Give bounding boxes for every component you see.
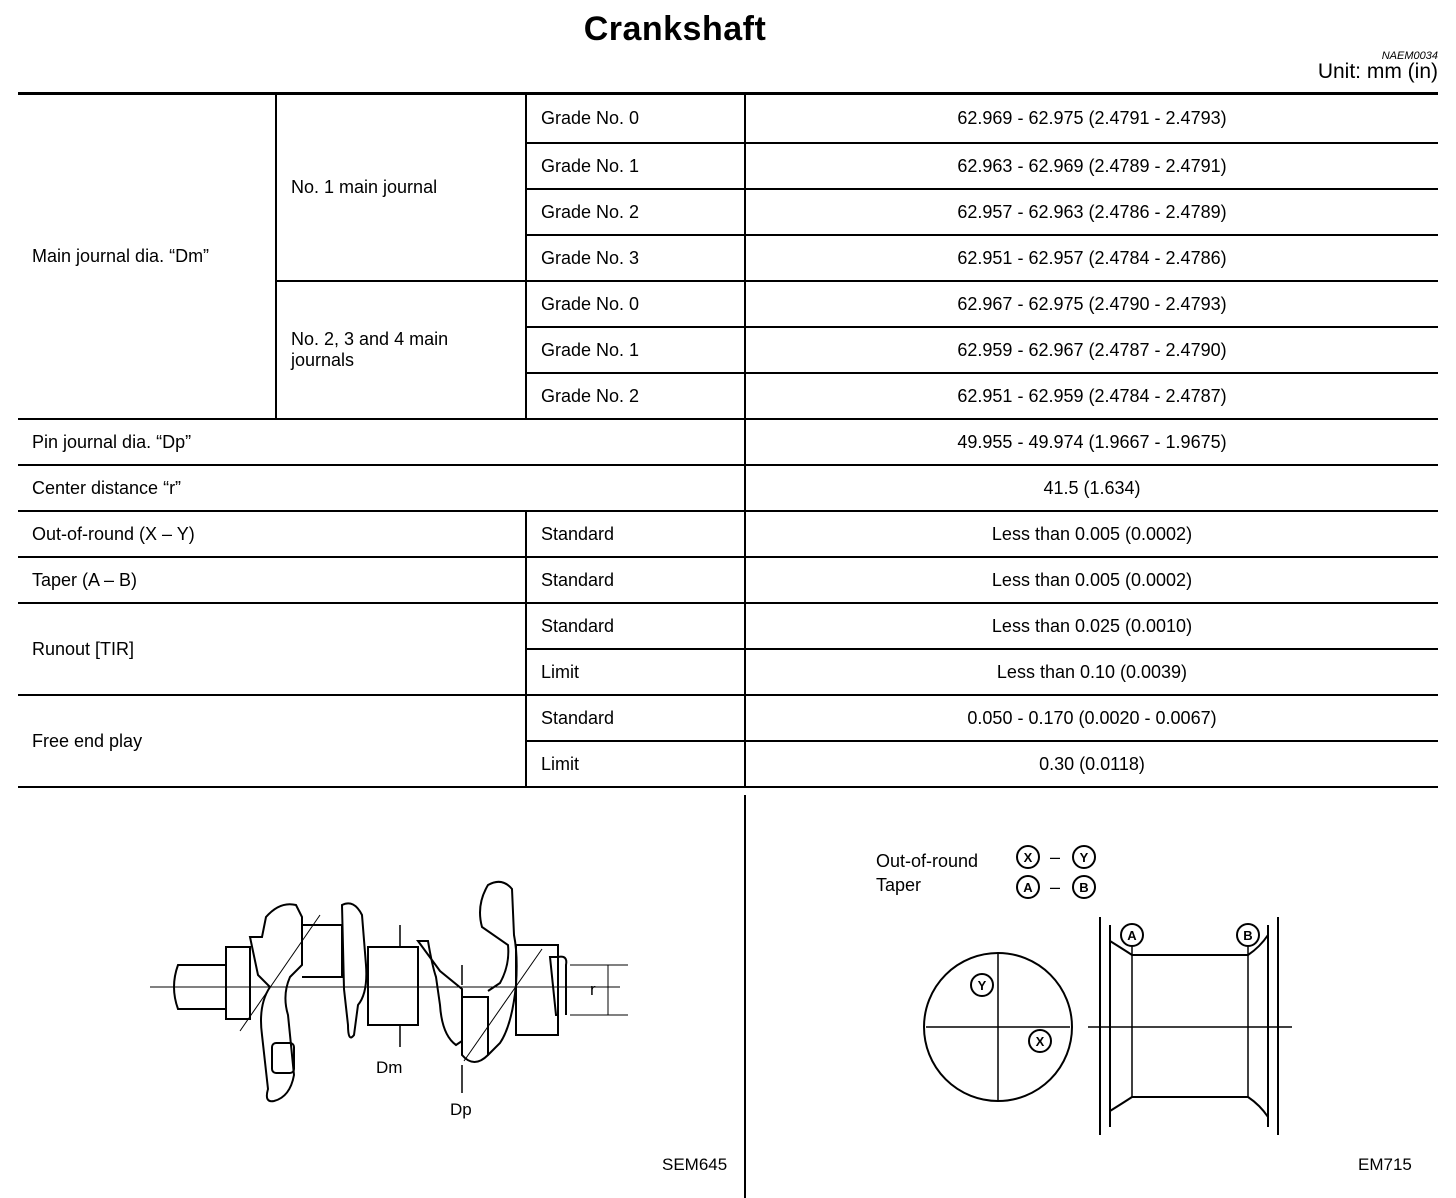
pin-journal-value: 49.955 - 49.974 (1.9667 - 1.9675) [745,419,1438,465]
dm-label: Dm [376,1058,403,1077]
table-row [18,419,1438,465]
taper-label: Taper (A – B) [18,557,526,603]
out-of-round-sub: Standard [526,511,745,557]
taper-value: Less than 0.005 (0.0002) [745,557,1438,603]
end-play-standard-value: 0.050 - 0.170 (0.0020 - 0.0067) [745,695,1438,741]
out-of-round-label: Out-of-round (X – Y) [18,511,526,557]
grade-value: 62.951 - 62.957 (2.4784 - 2.4786) [745,235,1438,281]
grade-value: 62.963 - 62.969 (2.4789 - 2.4791) [745,143,1438,189]
end-play-limit-value: 0.30 (0.0118) [745,741,1438,787]
table-row [18,95,1438,143]
taper-text: Taper [876,875,922,895]
end-play-standard-sub: Standard [526,695,745,741]
no234-main-journals-label: No. 2, 3 and 4 main journals [276,281,526,419]
grade-label: Grade No. 3 [526,235,745,281]
grade-label: Grade No. 2 [526,373,745,419]
page-title: Crankshaft [583,10,767,48]
runout-limit-sub: Limit [526,649,745,695]
runout-standard-value: Less than 0.025 (0.0010) [745,603,1438,649]
taper-sub: Standard [526,557,745,603]
center-distance-label: Center distance “r” [18,465,745,511]
em715-code: EM715 [1358,1155,1412,1174]
dp-label: Dp [450,1100,472,1119]
grade-value: 62.959 - 62.967 (2.4787 - 2.4790) [745,327,1438,373]
pin-journal-label: Pin journal dia. “Dp” [18,419,745,465]
document-code: NAEM0034 [1381,50,1438,62]
runout-limit-value: Less than 0.10 (0.0039) [745,649,1438,695]
figure-divider [744,795,746,1198]
legend-x: X [1023,850,1033,865]
grade-value: 62.957 - 62.963 (2.4786 - 2.4789) [745,189,1438,235]
table-row [18,465,1438,511]
out-of-round-value: Less than 0.005 (0.0002) [745,511,1438,557]
table-row [18,603,1438,649]
crankshaft-diagram [140,865,660,1135]
grade-value: 62.967 - 62.975 (2.4790 - 2.4793) [745,281,1438,327]
grade-label: Grade No. 2 [526,189,745,235]
legend-y: Y [1079,850,1089,865]
center-distance-value: 41.5 (1.634) [745,465,1438,511]
journal-a-label: A [1127,928,1137,943]
grade-label: Grade No. 1 [526,327,745,373]
circle-x-label: X [1035,1034,1045,1049]
runout-label: Runout [TIR] [18,603,526,695]
legend-dash-1: – [1050,847,1061,867]
sem645-code: SEM645 [662,1155,728,1174]
main-journal-label: Main journal dia. “Dm” [18,95,276,419]
journal-b-label: B [1243,928,1253,943]
circle-y-label: Y [977,978,987,993]
end-play-limit-sub: Limit [526,741,745,787]
legend-b: B [1079,880,1089,895]
table-row [18,511,1438,557]
end-play-label: Free end play [18,695,526,787]
measurement-diagram [860,835,1320,1155]
table-row [18,557,1438,603]
grade-value: 62.969 - 62.975 (2.4791 - 2.4793) [745,95,1438,143]
no1-main-journal-label: No. 1 main journal [276,95,526,281]
unit-label: Unit: mm (in) [1317,60,1438,83]
figures-area [0,795,1456,1198]
legend-dash-2: – [1050,877,1061,897]
out-of-round-text: Out-of-round [876,851,979,871]
grade-value: 62.951 - 62.959 (2.4784 - 2.4787) [745,373,1438,419]
r-label: r [590,980,596,999]
grade-label: Grade No. 1 [526,143,745,189]
runout-standard-sub: Standard [526,603,745,649]
crankshaft-spec-table [18,95,1438,788]
table-row [18,695,1438,741]
legend-a: A [1023,880,1033,895]
grade-label: Grade No. 0 [526,281,745,327]
grade-label: Grade No. 0 [526,95,745,143]
